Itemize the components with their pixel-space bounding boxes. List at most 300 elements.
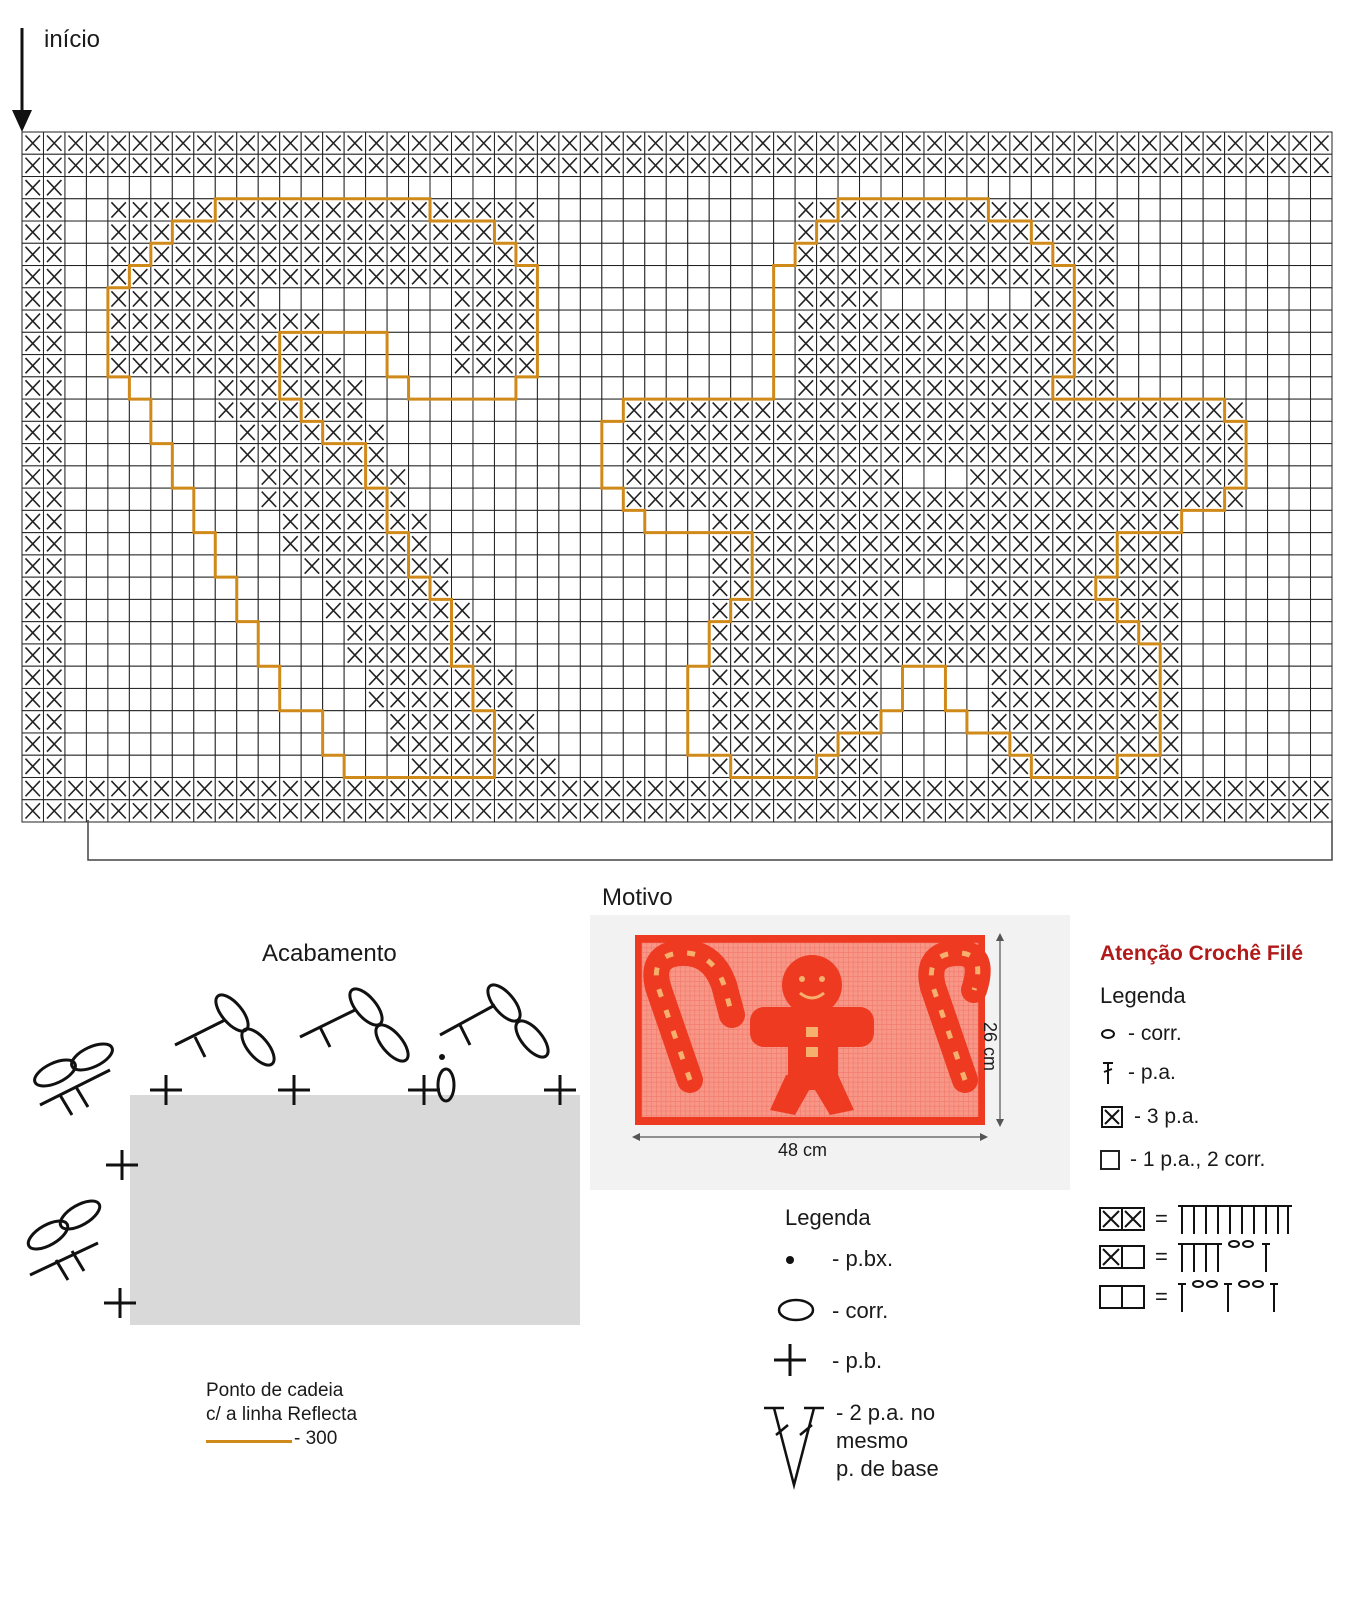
chart-cell — [902, 666, 923, 688]
chart-cell — [1311, 555, 1332, 577]
chart-cell — [172, 622, 193, 644]
chart-cell — [215, 466, 236, 488]
chart-cell — [280, 577, 301, 599]
chart-cell — [580, 733, 601, 755]
chart-cell — [1268, 488, 1289, 510]
chart-cell — [194, 755, 215, 777]
chart-cell — [366, 288, 387, 310]
chart-cell — [988, 177, 1009, 199]
chart-cell — [1311, 355, 1332, 377]
chart-cell — [1203, 555, 1224, 577]
chart-cell — [774, 266, 795, 288]
chart-cell — [924, 466, 945, 488]
chart-cell — [1268, 177, 1289, 199]
chart-cell — [108, 488, 129, 510]
chart-cell — [1203, 622, 1224, 644]
chart-cell — [1246, 377, 1267, 399]
chart-cell — [387, 332, 408, 354]
chart-cell — [580, 577, 601, 599]
chart-cell — [559, 510, 580, 532]
chart-cell — [387, 421, 408, 443]
chart-cell — [666, 577, 687, 599]
chart-cell — [1139, 332, 1160, 354]
chart-cell — [86, 622, 107, 644]
chart-cell — [86, 510, 107, 532]
chart-cell — [1117, 243, 1138, 265]
chart-cell — [1225, 177, 1246, 199]
chart-cell — [688, 332, 709, 354]
chart-cell — [344, 755, 365, 777]
chart-cell — [1139, 177, 1160, 199]
chart-cell — [559, 310, 580, 332]
chart-cell — [602, 377, 623, 399]
chart-cell — [65, 533, 86, 555]
chart-cell — [688, 622, 709, 644]
chart-cell — [1203, 310, 1224, 332]
chart-cell — [1268, 243, 1289, 265]
chart-cell — [666, 666, 687, 688]
chart-cell — [430, 288, 451, 310]
chart-cell — [1160, 355, 1181, 377]
chart-cell — [623, 644, 644, 666]
chart-cell — [194, 666, 215, 688]
chart-cell — [774, 199, 795, 221]
chart-cell — [537, 221, 558, 243]
chart-cell — [580, 688, 601, 710]
chart-cell — [494, 644, 515, 666]
chart-cell — [580, 177, 601, 199]
chart-cell — [752, 243, 773, 265]
chart-cell — [494, 555, 515, 577]
chart-cell — [709, 310, 730, 332]
chart-cell — [1289, 488, 1310, 510]
chart-cell — [559, 399, 580, 421]
chart-cell — [1117, 332, 1138, 354]
chart-cell — [774, 177, 795, 199]
chart-cell — [559, 488, 580, 510]
chart-cell — [1139, 377, 1160, 399]
chart-cell — [1289, 355, 1310, 377]
chart-cell — [86, 310, 107, 332]
chart-cell — [366, 177, 387, 199]
chart-cell — [301, 733, 322, 755]
chart-cell — [65, 666, 86, 688]
chart-cell — [194, 622, 215, 644]
chart-cell — [86, 533, 107, 555]
chart-cell — [344, 332, 365, 354]
chart-cell — [86, 688, 107, 710]
chart-cell — [602, 221, 623, 243]
chart-cell — [580, 533, 601, 555]
chart-cell — [1311, 644, 1332, 666]
chart-cell — [1182, 377, 1203, 399]
chart-cell — [602, 243, 623, 265]
chart-cell — [1268, 755, 1289, 777]
chart-cell — [537, 666, 558, 688]
chart-cell — [473, 555, 494, 577]
chart-cell — [237, 488, 258, 510]
chart-cell — [1182, 310, 1203, 332]
chart-cell — [409, 355, 430, 377]
chart-cell — [1203, 510, 1224, 532]
chart-cell — [945, 577, 966, 599]
chart-cell — [1289, 577, 1310, 599]
chart-cell — [65, 177, 86, 199]
chart-cell — [323, 288, 344, 310]
chart-cell — [409, 377, 430, 399]
chart-cell — [1268, 332, 1289, 354]
chart-cell — [645, 599, 666, 621]
chart-cell — [645, 377, 666, 399]
filet-equations — [1098, 1200, 1308, 1318]
chart-cell — [752, 332, 773, 354]
chart-cell — [409, 488, 430, 510]
chart-cell — [1268, 644, 1289, 666]
chart-cell — [988, 288, 1009, 310]
chart-cell — [924, 711, 945, 733]
chart-cell — [623, 199, 644, 221]
chart-cell — [108, 466, 129, 488]
chart-cell — [344, 355, 365, 377]
chart-cell — [516, 644, 537, 666]
chart-cell — [537, 421, 558, 443]
chart-cell — [1182, 688, 1203, 710]
chart-cell — [666, 221, 687, 243]
chart-cell — [1246, 533, 1267, 555]
chart-cell — [731, 288, 752, 310]
chart-cell — [323, 332, 344, 354]
chart-cell — [1225, 688, 1246, 710]
chart-cell — [108, 577, 129, 599]
chart-cell — [215, 622, 236, 644]
motivo-width: 48 cm — [778, 1140, 828, 1160]
chart-cell — [65, 755, 86, 777]
chart-cell — [1246, 577, 1267, 599]
chart-cell — [537, 533, 558, 555]
chart-cell — [129, 421, 150, 443]
chart-cell — [258, 666, 279, 688]
chart-cell — [86, 666, 107, 688]
chart-cell — [537, 711, 558, 733]
chart-cell — [65, 199, 86, 221]
chart-cell — [537, 377, 558, 399]
chart-cell — [366, 310, 387, 332]
chart-cell — [108, 177, 129, 199]
chart-cell — [108, 399, 129, 421]
chart-cell — [537, 332, 558, 354]
chart-cell — [795, 177, 816, 199]
chart-cell — [1268, 666, 1289, 688]
chart-cell — [645, 733, 666, 755]
chart-cell — [1246, 399, 1267, 421]
start-arrow-head — [12, 110, 32, 132]
chart-cell — [280, 755, 301, 777]
chart-cell — [86, 332, 107, 354]
chart-cell — [1246, 644, 1267, 666]
chart-cell — [1225, 310, 1246, 332]
chart-cell — [1246, 221, 1267, 243]
chart-cell — [1311, 444, 1332, 466]
chart-cell — [108, 688, 129, 710]
chart-cell — [516, 399, 537, 421]
chart-cell — [387, 444, 408, 466]
chart-cell — [645, 533, 666, 555]
chart-cell — [1225, 510, 1246, 532]
chart-cell — [194, 599, 215, 621]
chart-cell — [430, 310, 451, 332]
chart-cell — [666, 510, 687, 532]
chart-cell — [623, 510, 644, 532]
chart-cell — [516, 533, 537, 555]
start-label: início — [44, 26, 101, 53]
chart-cell — [108, 733, 129, 755]
finish-legend-text: - corr. — [832, 1298, 889, 1323]
chart-cell — [516, 488, 537, 510]
chart-cell — [774, 355, 795, 377]
finish-legend-text: - p.bx. — [832, 1246, 894, 1271]
chart-cell — [473, 599, 494, 621]
chart-cell — [1311, 666, 1332, 688]
chart-cell — [172, 711, 193, 733]
chart-cell — [1311, 533, 1332, 555]
chart-cell — [1182, 711, 1203, 733]
chart-cell — [1268, 377, 1289, 399]
chart-cell — [1182, 755, 1203, 777]
chart-cell — [172, 644, 193, 666]
chart-cell — [65, 444, 86, 466]
chart-cell — [967, 177, 988, 199]
chart-cell — [602, 622, 623, 644]
chart-cell — [602, 399, 623, 421]
chart-cell — [645, 555, 666, 577]
chart-cell — [602, 332, 623, 354]
chart-cell — [1117, 221, 1138, 243]
chart-cell — [559, 377, 580, 399]
chart-cell — [215, 733, 236, 755]
chart-cell — [1225, 199, 1246, 221]
chart-cell — [258, 733, 279, 755]
chart-cell — [1311, 266, 1332, 288]
filet-legend-item: - 1 p.a., 2 corr. — [1100, 1148, 1265, 1172]
chart-cell — [559, 622, 580, 644]
chart-cell — [1268, 733, 1289, 755]
chart-cell — [623, 711, 644, 733]
chart-cell — [1268, 622, 1289, 644]
chart-cell — [537, 355, 558, 377]
chart-cell — [172, 599, 193, 621]
chart-cell — [1139, 310, 1160, 332]
chart-cell — [344, 733, 365, 755]
chart-cell — [580, 266, 601, 288]
chart-cell — [559, 421, 580, 443]
chart-cell — [1268, 555, 1289, 577]
chart-cell — [1225, 622, 1246, 644]
chart-cell — [86, 599, 107, 621]
chart-cell — [623, 733, 644, 755]
chart-cell — [516, 599, 537, 621]
chart-cell — [580, 355, 601, 377]
chart-cell — [366, 355, 387, 377]
filet-legend-item: - p.a. — [1100, 1060, 1176, 1086]
chart-cell — [172, 555, 193, 577]
chart-cell — [387, 288, 408, 310]
chart-cell — [108, 510, 129, 532]
chart-cell — [323, 755, 344, 777]
chart-cell — [473, 577, 494, 599]
chart-cell — [215, 177, 236, 199]
chart-cell — [1268, 399, 1289, 421]
chart-cell — [1311, 688, 1332, 710]
chart-cell — [301, 688, 322, 710]
chart-cell — [1203, 243, 1224, 265]
chart-cell — [774, 243, 795, 265]
chart-cell — [1246, 666, 1267, 688]
chart-cell — [1246, 599, 1267, 621]
chart-cell — [1203, 599, 1224, 621]
chart-cell — [559, 444, 580, 466]
chart-cell — [1203, 332, 1224, 354]
chart-cell — [1289, 555, 1310, 577]
chart-cell — [65, 243, 86, 265]
chart-cell — [494, 488, 515, 510]
chart-cell — [1289, 332, 1310, 354]
chart-cell — [1139, 288, 1160, 310]
chart-cell — [688, 243, 709, 265]
chart-cell — [688, 177, 709, 199]
chart-cell — [967, 711, 988, 733]
chart-cell — [645, 355, 666, 377]
chart-cell — [86, 421, 107, 443]
chart-cell — [86, 444, 107, 466]
chart-cell — [86, 555, 107, 577]
chart-cell — [559, 221, 580, 243]
chart-cell — [1289, 711, 1310, 733]
chart-cell — [494, 533, 515, 555]
chart-cell — [602, 510, 623, 532]
chart-cell — [623, 622, 644, 644]
chart-cell — [151, 644, 172, 666]
two-dc-same-base-icon — [764, 1408, 824, 1485]
chart-cell — [902, 577, 923, 599]
chart-cell — [65, 355, 86, 377]
chart-cell — [537, 577, 558, 599]
chart-cell — [1182, 332, 1203, 354]
chart-cell — [215, 555, 236, 577]
chart-cell — [237, 599, 258, 621]
chart-cell — [151, 711, 172, 733]
chart-cell — [129, 533, 150, 555]
chart-cell — [237, 177, 258, 199]
chart-cell — [1203, 288, 1224, 310]
chart-cell — [580, 310, 601, 332]
chart-cell — [1203, 644, 1224, 666]
chart-cell — [1268, 199, 1289, 221]
chart-cell — [731, 221, 752, 243]
chart-cell — [430, 177, 451, 199]
chart-cell — [1289, 310, 1310, 332]
chart-cell — [1246, 510, 1267, 532]
chart-cell — [1203, 577, 1224, 599]
chart-cell — [237, 577, 258, 599]
chart-cell — [430, 444, 451, 466]
chart-cell — [129, 444, 150, 466]
chart-cell — [645, 644, 666, 666]
chart-cell — [301, 288, 322, 310]
chart-cell — [1225, 533, 1246, 555]
chart-cell — [967, 666, 988, 688]
chart-cell — [108, 711, 129, 733]
chart-cell — [1246, 288, 1267, 310]
chart-cell — [559, 711, 580, 733]
chart-cell — [731, 332, 752, 354]
chart-cell — [1225, 355, 1246, 377]
chart-cell — [602, 644, 623, 666]
motivo-height: 26 cm — [980, 1022, 1000, 1072]
chart-cell — [108, 444, 129, 466]
chart-cell — [1246, 355, 1267, 377]
chart-cell — [387, 755, 408, 777]
chart-cell — [344, 177, 365, 199]
chart-cell — [65, 421, 86, 443]
chart-cell — [1203, 377, 1224, 399]
chart-cell — [151, 733, 172, 755]
chart-cell — [452, 577, 473, 599]
chart-cell — [1311, 177, 1332, 199]
chart-cell — [1010, 288, 1031, 310]
filled-square-icon — [1100, 1105, 1124, 1129]
chart-cell — [1225, 555, 1246, 577]
chart-cell — [86, 711, 107, 733]
single-crochet-icon — [774, 1344, 806, 1376]
chart-cell — [688, 288, 709, 310]
chart-cell — [537, 266, 558, 288]
chart-cell — [1268, 466, 1289, 488]
chart-cell — [194, 577, 215, 599]
chart-cell — [237, 666, 258, 688]
chart-cell — [881, 711, 902, 733]
chart-cell — [602, 199, 623, 221]
chart-cell — [1225, 288, 1246, 310]
chart-cell — [86, 644, 107, 666]
chart-cell — [645, 199, 666, 221]
chart-cell — [1182, 510, 1203, 532]
chart-cell — [473, 533, 494, 555]
chart-cell — [945, 466, 966, 488]
chart-cell — [688, 199, 709, 221]
chart-cell — [645, 266, 666, 288]
chart-cell — [1182, 555, 1203, 577]
chart-cell — [1139, 221, 1160, 243]
chart-cell — [129, 688, 150, 710]
chart-cell — [537, 288, 558, 310]
chart-cell — [881, 288, 902, 310]
chart-cell — [409, 288, 430, 310]
chart-cell — [1160, 310, 1181, 332]
chart-cell — [473, 399, 494, 421]
chart-cell — [924, 666, 945, 688]
chart-cell — [559, 733, 580, 755]
chart-cell — [1246, 733, 1267, 755]
chart-cell — [86, 466, 107, 488]
chart-cell — [666, 199, 687, 221]
chart-cell — [752, 266, 773, 288]
chart-cell — [194, 510, 215, 532]
chart-cell — [172, 444, 193, 466]
chart-cell — [516, 444, 537, 466]
chart-cell — [86, 755, 107, 777]
chart-cell — [666, 755, 687, 777]
chart-cell — [1182, 355, 1203, 377]
